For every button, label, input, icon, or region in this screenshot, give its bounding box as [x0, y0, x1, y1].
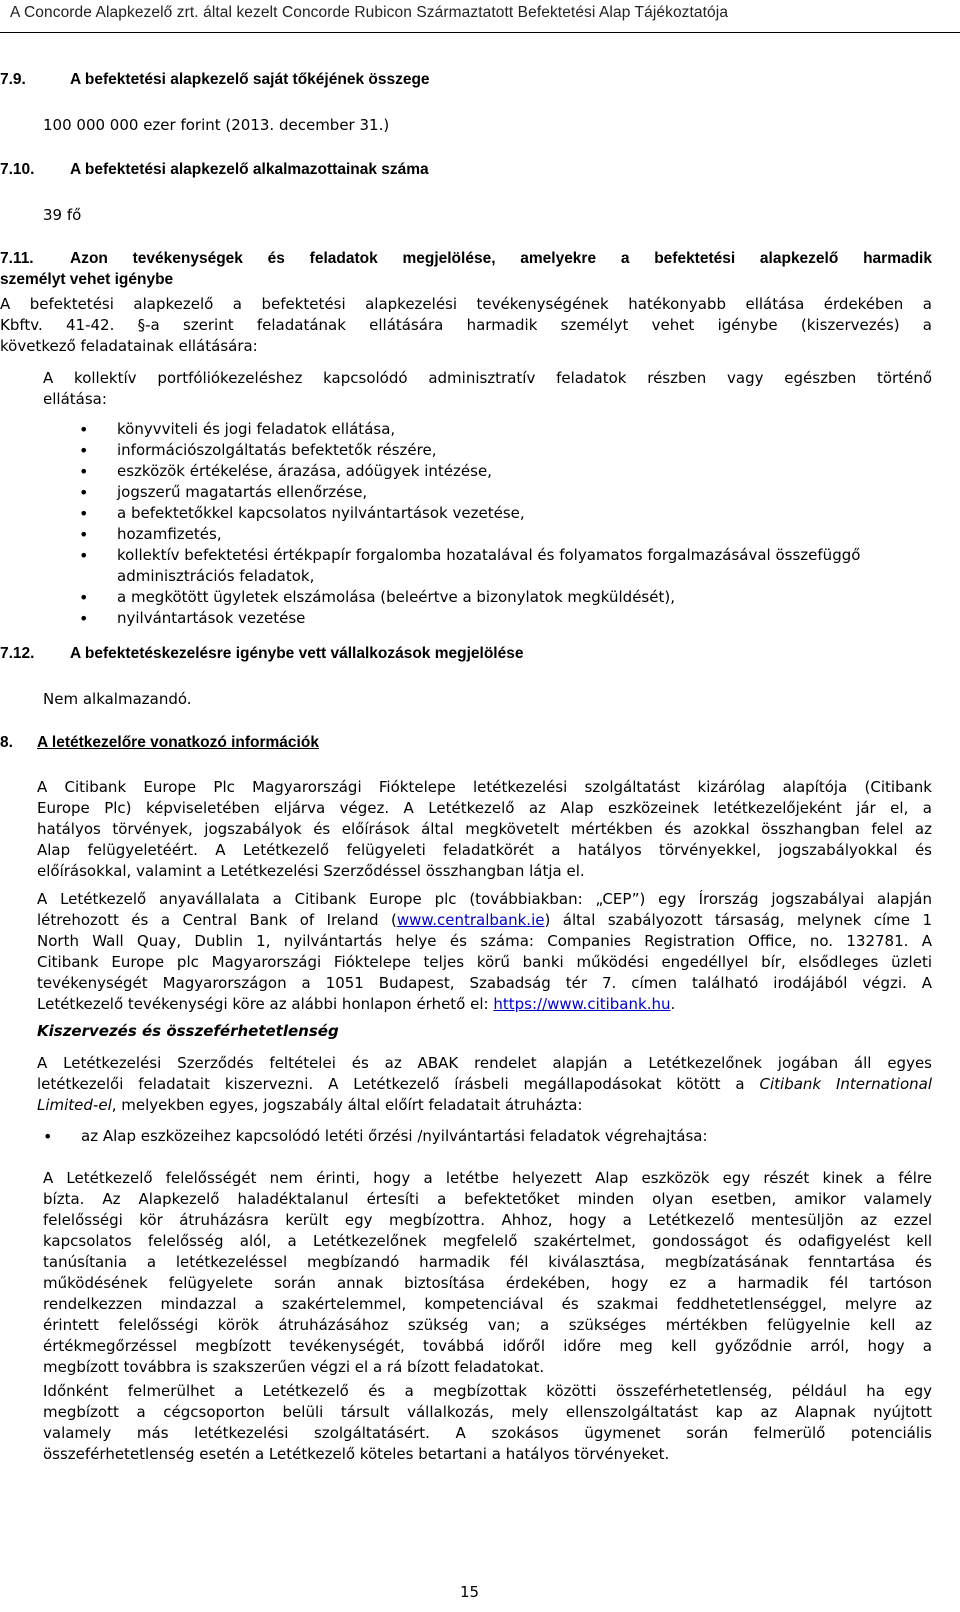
- list-item: • könyvviteli és jogi feladatok ellátása,: [79, 419, 932, 440]
- section-7-10-body: 39 fő: [43, 206, 82, 224]
- custodian-paragraph-3: A Letétkezelési Szerződés feltételei és az ABAK rendelet alapján a Letétkezelőnek jogában áll egyes letétkezelői feladatait kiszervezni. A Letétkezelő írásbeli megállapodásokat kötött a Citibank International Limited-el, melyekben egyes, jogszabály által előírt feladatait átruházta:: [37, 1054, 932, 1114]
- outsourcing-subheading: Kiszervezés és összeférhetetlenség: [37, 1022, 339, 1040]
- list-item: • az Alap eszközeihez kapcsolódó letéti őrzési /nyilvántartási feladatok végrehajtása:: [43, 1126, 932, 1147]
- section-7-11-admin: A kollektív portfóliókezeléshez kapcsolódó adminisztratív feladatok részben vagy egészben történő ellátása:: [43, 369, 932, 408]
- citibank-link[interactable]: https://www.citibank.hu: [493, 995, 671, 1013]
- section-7-11-heading: 7.11. Azon tevékenységek és feladatok megjelölése, amelyekre a befektetési alapkezelő harmadik személyt vehet igénybe: [0, 250, 932, 288]
- list-item: • a befektetőkkel kapcsolatos nyilvántartások vezetése,: [79, 503, 932, 524]
- section-8-heading: 8. A letétkezelőre vonatkozó információk: [0, 734, 319, 751]
- section-7-12-body: Nem alkalmazandó.: [43, 690, 192, 708]
- page-number: 15: [460, 1583, 480, 1601]
- custodian-paragraph-5: Időnként felmerülhet a Letétkezelő és a megbízottak közötti összeférhetetlenség, például ha egy megbízott a cégcsoporton belüli társult vállalkozás, mely ellenszolgáltatást kap az Alapnak nyújtott valamely más letétkezelési szolgáltatásért. A szokásos ügymenet során felmerülő potenciális összeférhetetlenség esetén a Letétkezelő köteles betartani a hatályos törvényeket.: [43, 1382, 932, 1463]
- section-7-9-heading: 7.9. A befektetési alapkezelő saját tőkéjének összege: [0, 71, 430, 88]
- list-item: • hozamfizetés,: [79, 524, 932, 545]
- section-7-10-heading: 7.10. A befektetési alapkezelő alkalmazottainak száma: [0, 161, 429, 178]
- list-item: • a megkötött ügyletek elszámolása (beleértve a bizonylatok megküldését),: [79, 587, 932, 608]
- outsourced-tasks-list: [79, 419, 932, 629]
- centralbank-link[interactable]: www.centralbank.ie: [396, 911, 545, 929]
- running-header: A Concorde Alapkezelő zrt. által kezelt Concorde Rubicon Származtatott Befektetési Alap Tájékoztatója: [10, 4, 729, 21]
- list-item: • információszolgáltatás befektetők részére,: [79, 440, 932, 461]
- custodian-paragraph-2: A Letétkezelő anyavállalata a Citibank Europe plc (továbbiakban: „CEP”) egy Írország jogszabályai alapján létrehozott és a Central Bank of Ireland (www.centralbank.ie) által szabályozott társaság, melynek címe 1 North Wall Quay, Dublin 1, nyilvántartás helye és száma: Companies Registration Office, no. 132781. A Citibank Europe plc Magyarországi Fióktelepe teljes körű banki működési engedéllyel bír, elsődleges üzleti tevékenységét Magyarországon a 1051 Budapest, Szabadság tér 7. címen található irodájából végzi. A Letétkezelő tevékenységi köre az alábbi honlapon érhető el: https://www.citibank.hu.: [37, 890, 932, 1013]
- header-rule: [0, 32, 960, 33]
- list-item: • nyilvántartások vezetése: [79, 608, 932, 629]
- section-7-12-heading: 7.12. A befektetéskezelésre igénybe vett vállalkozások megjelölése: [0, 645, 524, 662]
- list-item: • eszközök értékelése, árazása, adóügyek intézése,: [79, 461, 932, 482]
- custody-task-list: [43, 1126, 932, 1147]
- list-item: • jogszerű magatartás ellenőrzése,: [79, 482, 932, 503]
- custodian-paragraph-4: A Letétkezelő felelősségét nem érinti, hogy a letétbe helyezett Alap eszközök egy részét kinek a félre bízta. Az Alapkezelő haladéktalanul értesíti a befektetőket minden olyan esetben, amikor valamely felelősségi kör átruházásra került egy megbízottra. Ahhoz, hogy a Letétkezelő mentesüljön az ezzel kapcsolatos felelősség alól, a Letétkezelőnek megfelelő szakértelmet, gondosságot és odafigyelést kell tanúsítania a letétkezeléssel megbízandó harmadik fél kiválasztása, megbízatásának fenntartása és működésének felügyelete során annak biztosítása érdekében, hogy ez a harmadik fél tartóson rendelkezzen mindazzal a szakértelemmel, kompetenciával és szakmai feddhetetlenséggel, melyre az érintett felelősségi körök átruházásához szükség van; a szükséges mértékben felügyelnie kell az értékmegőrzéssel megbízott tevékenységét, továbbá időről időre meg kell győződnie arról, hogy a megbízott továbbra is szakszerűen végzi el a rá bízott feladatokat.: [43, 1169, 932, 1376]
- list-item: • kollektív befektetési értékpapír forgalomba hozatalával és folyamatos forgalmazásával összefüggő adminisztrációs feladatok,: [79, 545, 932, 587]
- custodian-paragraph-1: A Citibank Europe Plc Magyarországi Fióktelepe letétkezelési szolgáltatást kizárólag alapítója (Citibank Europe Plc) képviseletében eljárva végez. A Letétkezelő az Alap eszközeinek letétkezelőjeként jár el, a hatályos törvények, jogszabályok és előírások által megkövetelt mértékben és azokkal összhangban felel az Alap felügyeletéért. A Letétkezelő felügyeleti feladatkörét a hatályos törvényekkel, jogszabályokkal és előírásokkal, valamint a Letétkezelési Szerződéssel összhangban látja el.: [37, 778, 932, 880]
- section-7-9-body: 100 000 000 ezer forint (2013. december 31.): [43, 116, 390, 134]
- section-7-11-intro: A befektetési alapkezelő a befektetési alapkezelési tevékenységének hatékonyabb ellátása érdekében a Kbftv. 41-42. §-a szerint feladatának ellátására harmadik személyt vehet igénybe (kiszervezés) a következő feladatainak ellátására:: [0, 295, 932, 355]
